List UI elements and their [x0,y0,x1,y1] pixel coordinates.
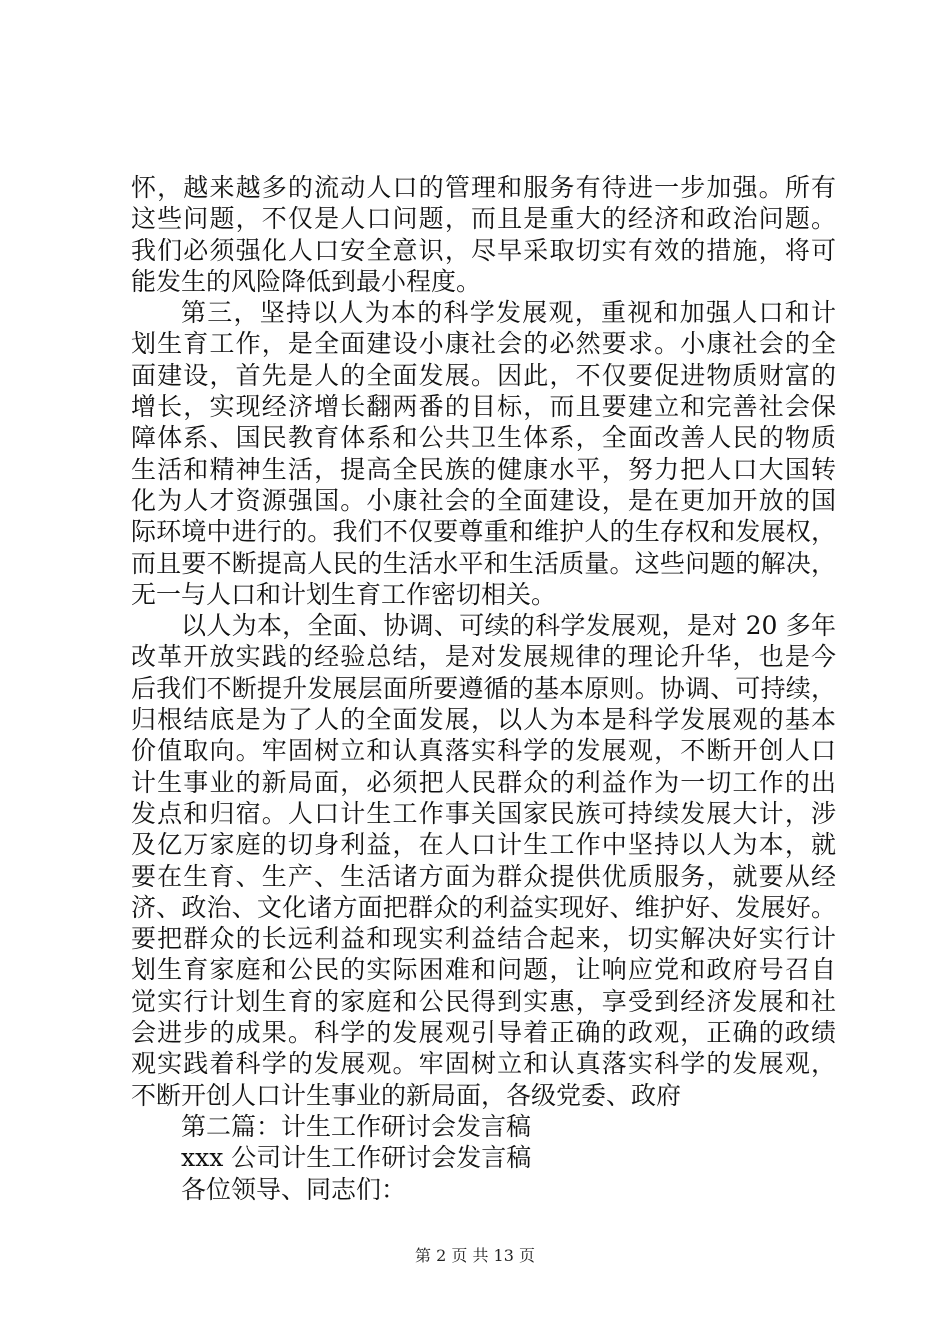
text-line: 改革开放实践的经验总结，是对发展规律的理论升华，也是今 [131,642,836,672]
page-footer: 第 2 页 共 13 页 [415,1246,535,1265]
text-line: 会进步的成果。科学的发展观引导着正确的政观，正确的政绩 [131,1018,836,1048]
text-line: 第二篇：计生工作研讨会发言稿 [181,1111,532,1141]
text-line: 观实践着科学的发展观。牢固树立和认真落实科学的发展观， [131,1049,836,1079]
text-line: 划生育家庭和公民的实际困难和问题，让响应党和政府号召自 [131,955,836,985]
text-line: 障体系、国民教育体系和公共卫生体系，全面改善人民的物质 [131,423,836,453]
text-line: 发点和归宿。人口计生工作事关国家民族可持续发展大计，涉 [131,798,836,828]
text-line: 第三，坚持以人为本的科学发展观，重视和加强人口和计 [181,298,836,328]
text-line: 济、政治、文化诸方面把群众的利益实现好、维护好、发展好。 [131,892,836,922]
text-line: 归根结底是为了人的全面发展，以人为本是科学发展观的基本 [131,705,836,735]
text-line: 以人为本，全面、协调、可续的科学发展观，是对 20 多年 [181,611,836,641]
text-line: 不断开创人口计生事业的新局面，各级党委、政府 [131,1080,682,1110]
text-line: 生活和精神生活，提高全民族的健康水平，努力把人口大国转 [131,454,836,484]
text-line: 各位领导、同志们： [181,1174,407,1204]
text-line: 无一与人口和计划生育工作密切相关。 [131,579,557,609]
text-line: 后我们不断提升发展层面所要遵循的基本原则。协调、可持续， [131,673,836,703]
text-line: 而且要不断提高人民的生活水平和生活质量。这些问题的解决， [131,548,836,578]
text-line: 际环境中进行的。我们不仅要尊重和维护人的生存权和发展权， [131,517,836,547]
text-line: 我们必须强化人口安全意识，尽早采取切实有效的措施，将可 [131,235,836,265]
text-line: 要在生育、生产、生活诸方面为群众提供优质服务，就要从经 [131,861,836,891]
text-line: 要把群众的长远利益和现实利益结合起来，切实解决好实行计 [131,924,836,954]
text-line: xxx 公司计生工作研讨会发言稿 [181,1143,532,1173]
text-line: 计生事业的新局面，必须把人民群众的利益作为一切工作的出 [131,767,836,797]
text-line: 这些问题，不仅是人口问题，而且是重大的经济和政治问题。 [131,204,836,234]
text-line: 觉实行计划生育的家庭和公民得到实惠，享受到经济发展和社 [131,986,836,1016]
text-line: 面建设，首先是人的全面发展。因此，不仅要促进物质财富的 [131,360,836,390]
text-line: 能发生的风险降低到最小程度。 [131,266,482,296]
text-line: 化为人才资源强国。小康社会的全面建设，是在更加开放的国 [131,485,836,515]
text-line: 划生育工作，是全面建设小康社会的必然要求。小康社会的全 [131,329,836,359]
document-body [131,172,836,1205]
text-line: 怀，越来越多的流动人口的管理和服务有待进一步加强。所有 [131,173,836,202]
text-line: 增长，实现经济增长翻两番的目标，而且要建立和完善社会保 [131,392,836,422]
text-line: 价值取向。牢固树立和认真落实科学的发展观，不断开创人口 [131,736,836,766]
text-line: 及亿万家庭的切身利益，在人口计生工作中坚持以人为本，就 [131,830,836,860]
